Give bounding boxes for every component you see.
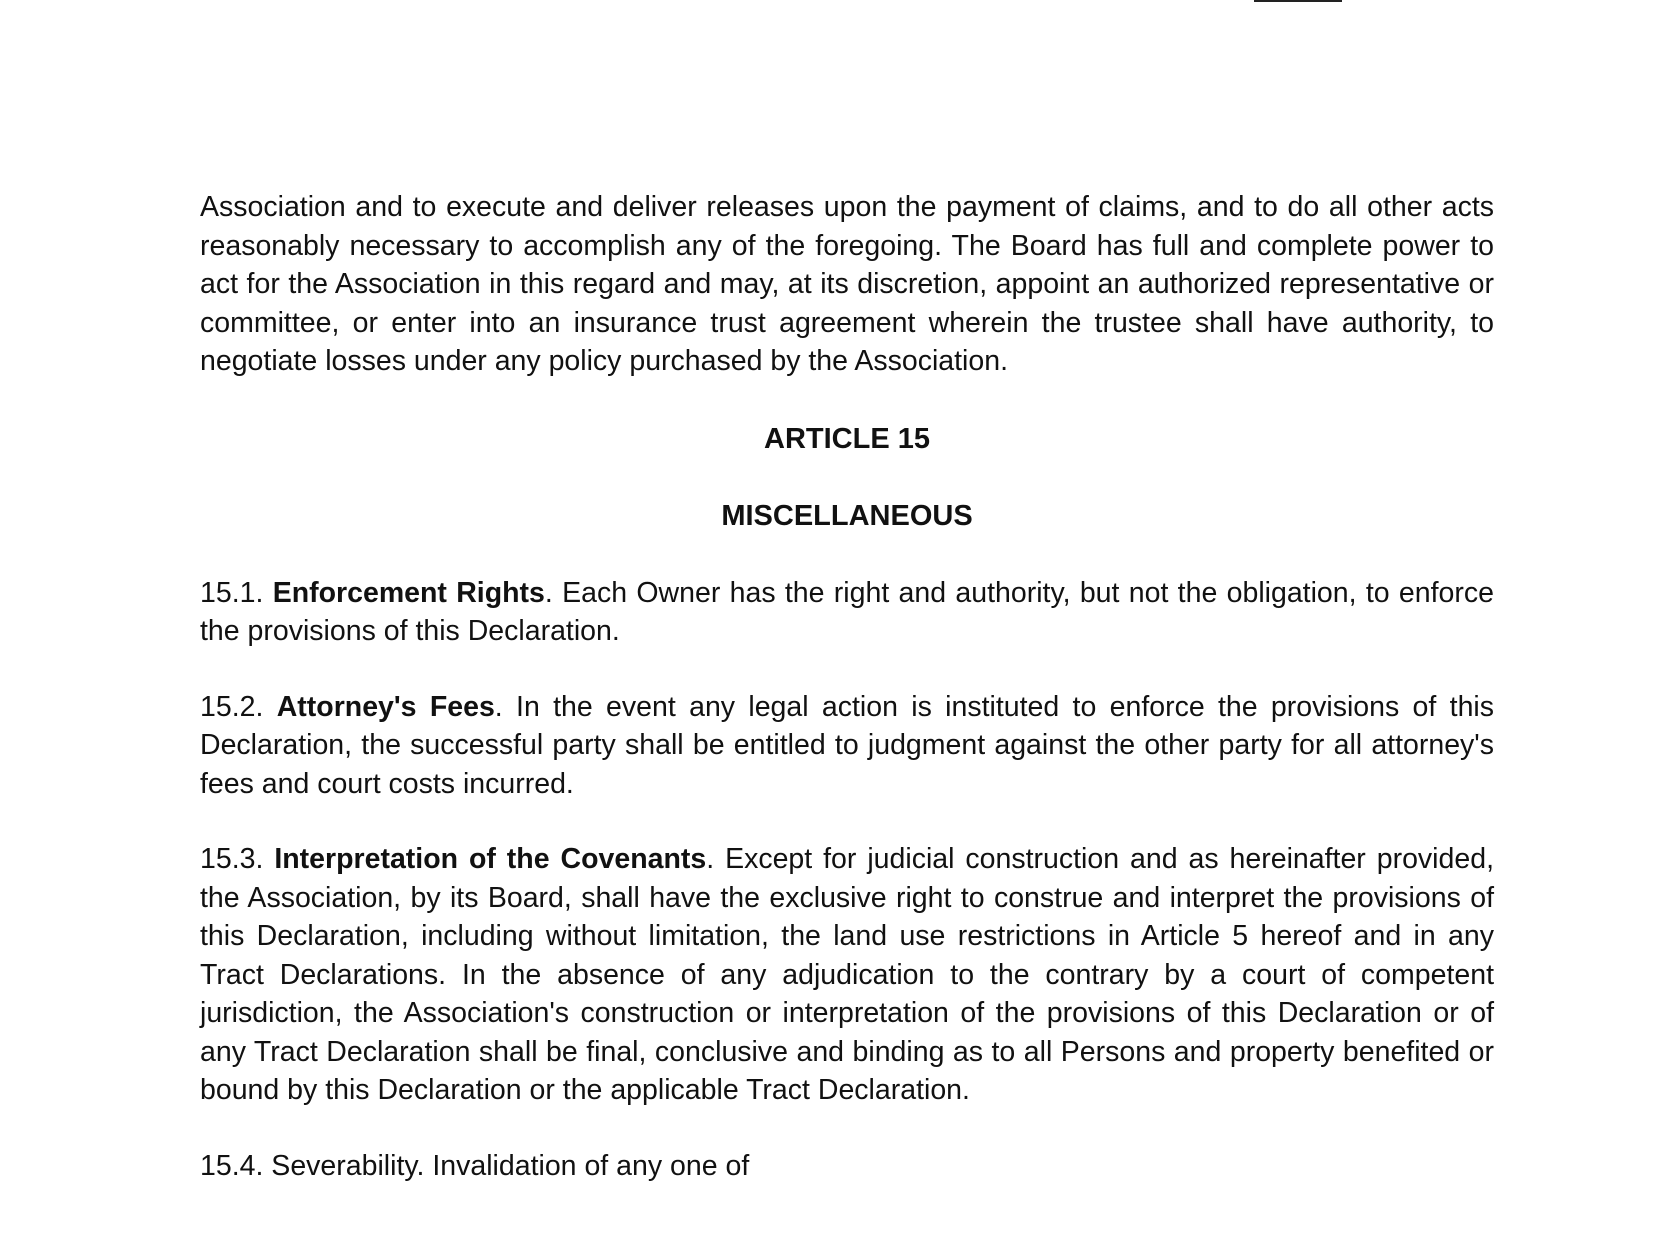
section-15-2 <box>200 688 1494 804</box>
section-title: Attorney's Fees <box>276 690 495 723</box>
section-title: Enforcement Rights <box>272 576 545 609</box>
section-text: . Except for judicial construction and as hereinafter provided, the Association, by its Board, shall have the exclusive right to construe and interpret the provisions of this Declaration, including without limitation, the land use restrictions in Article 5 hereof and in any Tract Declarations. In the absence of any adjudication to the contrary by a court of competent jurisdiction, the Association's construction or interpretation of the provisions of this Declaration or of any Tract Declaration shall be final, conclusive and binding as to all Persons and property benefited or bound by this Declaration or the applicable Tract Declaration. <box>200 843 1494 1106</box>
article-title: MISCELLANEOUS <box>721 499 973 532</box>
continuation-paragraph: Association and to execute and deliver releases upon the payment of claims, and to do all other acts reasonably necessary to accomplish any of the foregoing. The Board has full and complete power to act for the Association in this regard and may, at its discretion, appoint an authorized representative or committee, or enter into an insurance trust agreement wherein the trustee shall have authority, to negotiate losses under any policy purchased by the Association. <box>200 191 1494 377</box>
document-page <box>200 188 1494 1182</box>
section-title: Interpretation of the Covenants <box>274 843 707 875</box>
article-heading: ARTICLE 15 <box>764 422 930 455</box>
section-text: . Each Owner has the right and authority, but not the obligation, to enforce the provisions of this Declaration. <box>200 576 1494 647</box>
section-15-1 <box>200 574 1494 651</box>
cutoff-line-text: 15.4. Severability. Invalidation of any one of <box>200 1149 750 1182</box>
section-number: 15.3. <box>200 843 264 875</box>
top-edge-rule <box>1254 0 1342 2</box>
section-15-3 <box>200 840 1494 1110</box>
cutoff-next-section <box>200 1147 1494 1182</box>
section-text: . In the event any legal action is instituted to enforce the provisions of this Declaration, the successful party shall be entitled to judgment against the other party for all attorney's fees and court costs incurred. <box>200 690 1494 800</box>
section-number: 15.2. <box>200 690 264 723</box>
section-number: 15.1. <box>200 576 264 609</box>
